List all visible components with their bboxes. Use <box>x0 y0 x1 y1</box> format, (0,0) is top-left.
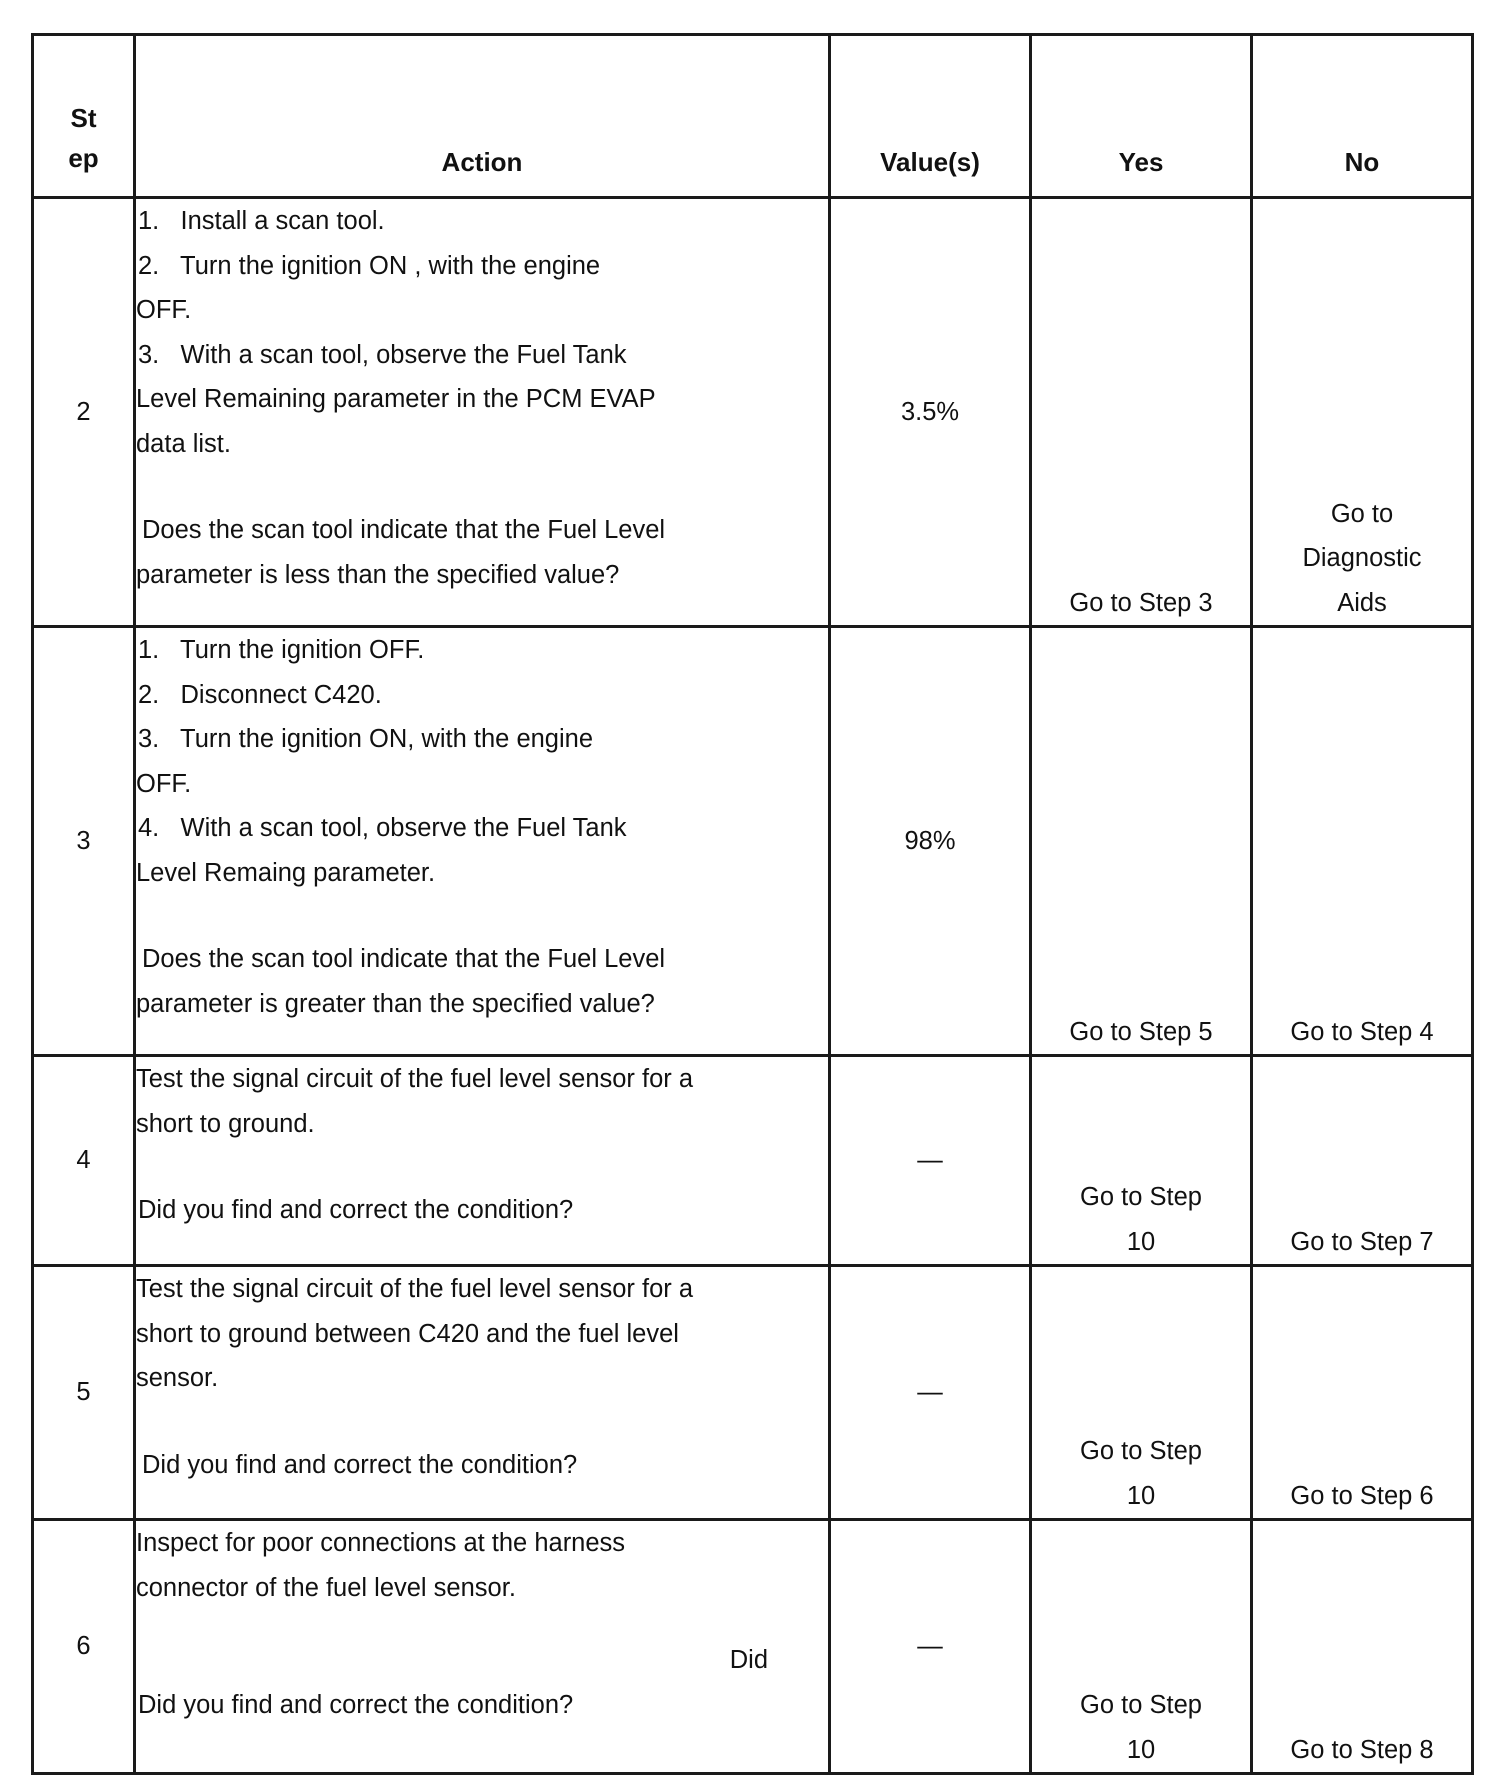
step-number: 5 <box>33 1266 135 1520</box>
step-number: 2 <box>33 198 135 627</box>
header-values: Value(s) <box>830 35 1031 198</box>
no-line: Go to Step 7 <box>1290 1227 1434 1256</box>
yes-line: 10 <box>1126 1227 1156 1256</box>
header-yes: Yes <box>1031 35 1252 198</box>
question-line: Does the scan tool indicate that the Fuel Level <box>142 945 666 973</box>
table-row <box>33 1266 1473 1520</box>
header-action: Action <box>135 35 830 198</box>
no-line: Go to <box>1330 499 1394 528</box>
no-line: Aids <box>1337 588 1387 617</box>
value-cell: 98% <box>830 627 1031 1056</box>
header-step-bottom: ep <box>68 143 99 173</box>
yes-line: 10 <box>1126 1481 1156 1510</box>
yes-cell <box>1031 1056 1252 1266</box>
action-line: Inspect for poor connections at the harness <box>136 1529 626 1557</box>
yes-line: Go to Step <box>1080 1691 1202 1719</box>
no-line: Diagnostic <box>1302 544 1422 572</box>
question-line: parameter is greater than the specified value? <box>136 989 655 1018</box>
stray-did-text: Did <box>729 1646 768 1674</box>
action-line: connector of the fuel level sensor. <box>136 1573 516 1602</box>
action-cell <box>135 1056 830 1266</box>
no-line: Go to Step 6 <box>1290 1481 1434 1510</box>
step-number: 3 <box>33 627 135 1056</box>
action-line: 1. Turn the ignition OFF. <box>138 636 425 664</box>
value-cell: — <box>830 1056 1031 1266</box>
no-cell <box>1252 627 1473 1056</box>
action-line: short to ground between C420 and the fuel level <box>136 1319 679 1348</box>
no-cell <box>1252 1520 1473 1774</box>
question-line: Did you find and correct the condition? <box>138 1196 574 1224</box>
step-number: 4 <box>33 1056 135 1266</box>
table-row <box>33 1520 1473 1774</box>
action-line: 1. Install a scan tool. <box>138 207 385 235</box>
header-no: No <box>1252 35 1473 198</box>
diagnostic-table <box>31 33 1474 1775</box>
action-line: OFF. <box>136 769 192 798</box>
yes-line: Go to Step <box>1080 1183 1202 1211</box>
yes-line: Go to Step 3 <box>1069 588 1213 617</box>
header-row <box>33 35 1473 198</box>
no-cell <box>1252 198 1473 627</box>
step-number: 6 <box>33 1520 135 1774</box>
question-line: Did you find and correct the condition? <box>138 1690 574 1719</box>
action-cell <box>135 1520 830 1774</box>
action-line: Test the signal circuit of the fuel level sensor for a <box>136 1065 694 1093</box>
value-cell: — <box>830 1266 1031 1520</box>
action-line: 2. Turn the ignition ON , with the engine <box>138 251 601 280</box>
yes-line: 10 <box>1126 1735 1156 1764</box>
action-cell <box>135 198 830 627</box>
table-row <box>33 198 1473 627</box>
no-line: Go to Step 4 <box>1290 1017 1434 1046</box>
action-line: data list. <box>136 429 231 458</box>
value-cell: — <box>830 1520 1031 1774</box>
action-cell <box>135 1266 830 1520</box>
action-line: 3. With a scan tool, observe the Fuel Tank <box>138 340 627 369</box>
yes-line: Go to Step <box>1080 1437 1202 1465</box>
yes-cell <box>1031 1266 1252 1520</box>
value-cell: 3.5% <box>830 198 1031 627</box>
action-line: OFF. <box>136 296 192 324</box>
yes-cell <box>1031 627 1252 1056</box>
no-cell <box>1252 1266 1473 1520</box>
question-line: Does the scan tool indicate that the Fuel Level <box>142 516 666 544</box>
action-line: 3. Turn the ignition ON, with the engine <box>138 725 594 753</box>
action-line: Level Remaining parameter in the PCM EVAP <box>136 385 656 413</box>
action-line: 4. With a scan tool, observe the Fuel Tank <box>138 814 627 842</box>
action-line: short to ground. <box>136 1109 315 1138</box>
yes-cell <box>1031 198 1252 627</box>
yes-cell <box>1031 1520 1252 1774</box>
yes-line: Go to Step 5 <box>1069 1017 1213 1046</box>
header-step <box>33 35 135 198</box>
action-line: Test the signal circuit of the fuel level sensor for a <box>136 1275 694 1303</box>
header-step-top: St <box>70 103 97 133</box>
action-cell <box>135 627 830 1056</box>
action-line: sensor. <box>136 1364 219 1392</box>
action-line: 2. Disconnect C420. <box>138 680 382 709</box>
no-line: Go to Step 8 <box>1290 1735 1434 1764</box>
no-cell <box>1252 1056 1473 1266</box>
table-row <box>33 1056 1473 1266</box>
table-row <box>33 627 1473 1056</box>
question-line: parameter is less than the specified value? <box>136 560 620 589</box>
question-line: Did you find and correct the condition? <box>142 1450 578 1479</box>
action-line: Level Remaing parameter. <box>136 858 436 887</box>
